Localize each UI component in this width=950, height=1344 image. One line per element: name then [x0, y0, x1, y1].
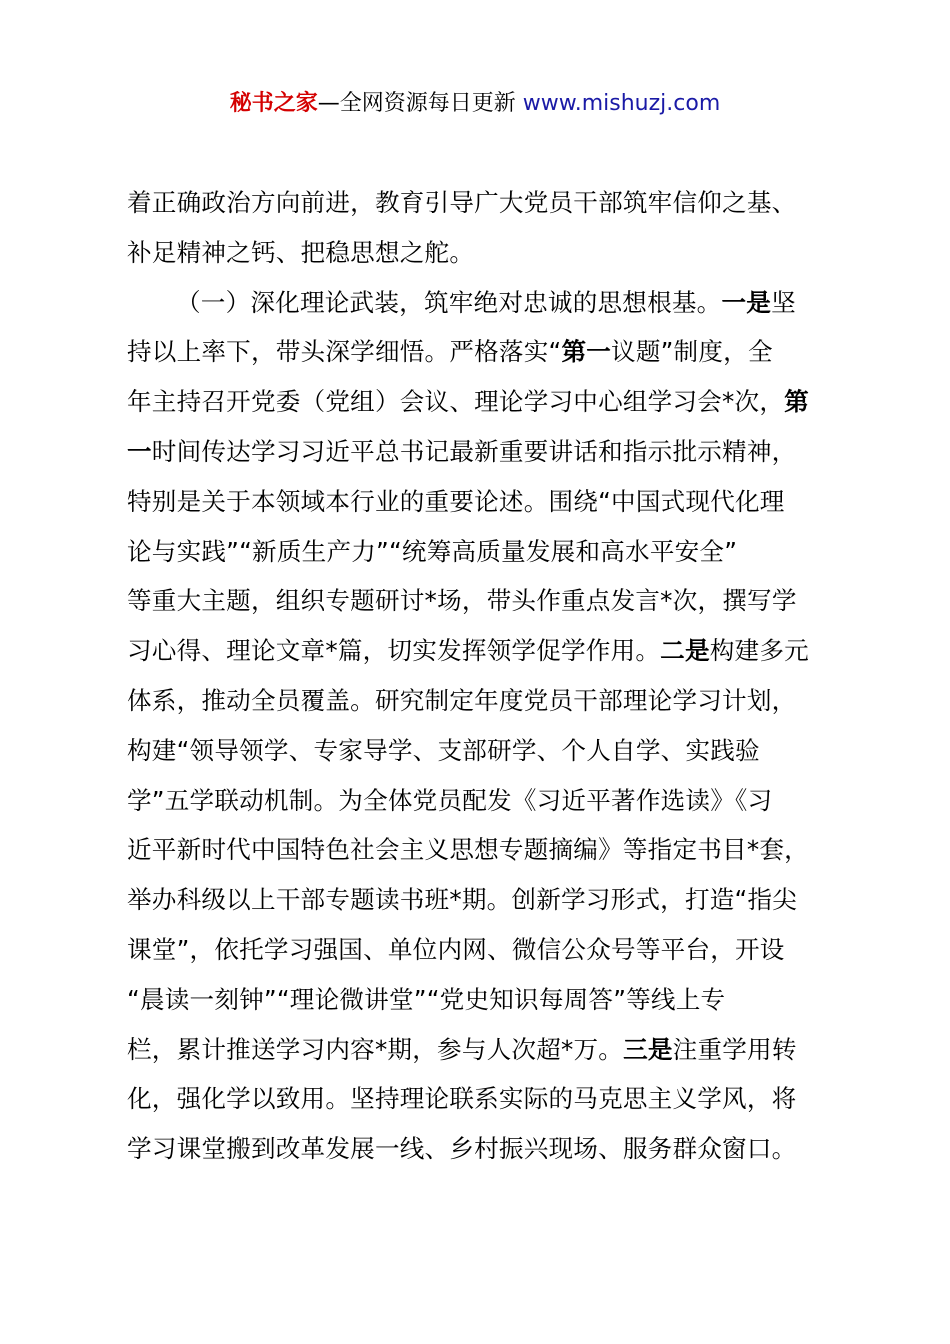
page-header: [0, 88, 950, 120]
text-fragment: 栏，累计推送学习内容*期，参与人次超*万。: [127, 1034, 624, 1064]
text-line: “晨读一刻钟”“理论微讲堂”“党史知识每周答”等线上专: [127, 984, 726, 1014]
keyword-second: 二是: [660, 636, 710, 666]
text-line: 补足精神之钙、把稳思想之舵。: [127, 237, 475, 267]
text-line: 举办科级以上干部专题读书班*期。创新学习形式，打造“指尖: [127, 885, 798, 915]
keyword-bold: 第: [784, 387, 809, 417]
keyword-bold: 第一: [561, 337, 612, 367]
text-fragment: 持以上率下，带头深学细悟。严格落实“: [127, 337, 562, 367]
header-slogan: —全网资源每日更新: [317, 91, 523, 116]
text-line: 特别是关于本领域本行业的重要论述。围绕“中国式现代化理: [127, 486, 785, 516]
text-line: [127, 377, 833, 427]
text-line: [127, 1025, 833, 1075]
text-fragment: 习心得、理论文章*篇，切实发挥领学促学作用。: [127, 636, 661, 666]
section-heading: （一）深化理论武装，筑牢绝对忠诚的思想根基。: [176, 287, 722, 317]
text-line: [127, 427, 833, 477]
text-fragment: 年主持召开党委（党组）会议、理论学习中心组学习会*次，: [127, 387, 785, 417]
text-line: 构建“领导领学、专家导学、支部研学、个人自学、实践验: [127, 735, 760, 765]
text-line: 学习课堂搬到改革发展一线、乡村振兴现场、服务群众窗口。: [127, 1134, 797, 1164]
brand-name: 秘书之家: [229, 91, 318, 116]
document-body: [127, 178, 833, 1174]
keyword-third: 三是: [623, 1034, 673, 1064]
text-line: 近平新时代中国特色社会主义思想专题摘编》等指定书目*套，: [127, 835, 809, 865]
text-line: 体系，推动全员覆盖。研究制定年度党员干部理论学习计划，: [127, 685, 797, 715]
text-line: 学”五学联动机制。为全体党员配发《习近平著作选读》《习: [127, 785, 773, 815]
text-line: [127, 626, 833, 676]
text-line: 着正确政治方向前进，教育引导广大党员干部筑牢信仰之基、: [127, 188, 797, 217]
text-fragment: 时间传达学习习近平总书记最新重要讲话和指示批示精神，: [151, 436, 797, 466]
text-fragment: 议题”制度，全: [611, 337, 773, 367]
paragraph-continuation: [127, 178, 833, 278]
text-line: [127, 327, 833, 377]
paragraph-section-1: [127, 278, 833, 1174]
text-fragment: 构建多元: [709, 636, 809, 666]
section-heading-line: [127, 278, 833, 328]
text-line: 化，强化学以致用。坚持理论联系实际的马克思主义学风，将: [127, 1084, 797, 1114]
website-link[interactable]: www.mishuzj.com: [522, 91, 721, 116]
text-line: 课堂”，依托学习强国、单位内网、微信公众号等平台，开设: [127, 934, 785, 964]
text-line: 论与实践”“新质生产力”“统筹高质量发展和高水平安全”: [127, 536, 738, 566]
text-fragment: 坚: [771, 287, 796, 317]
keyword-bold: 一: [127, 436, 152, 466]
keyword-first: 一是: [721, 287, 772, 317]
text-line: 等重大主题，组织专题研讨*场，带头作重点发言*次，撰写学: [127, 586, 797, 616]
text-fragment: 注重学用转: [672, 1034, 797, 1064]
